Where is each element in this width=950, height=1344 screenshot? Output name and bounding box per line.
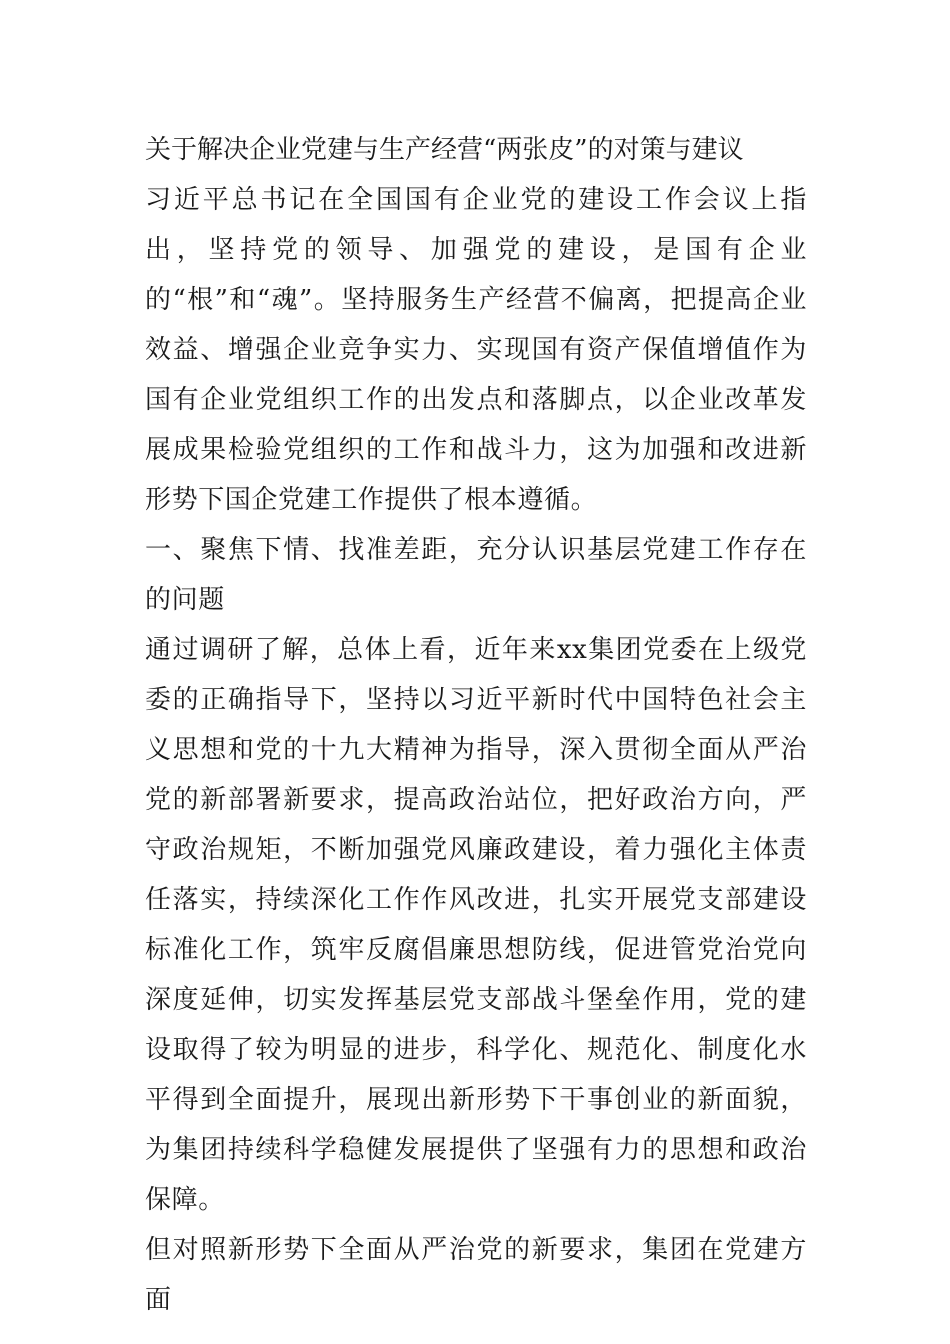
document-body	[145, 125, 807, 1325]
paragraph-contrast: 但对照新形势下全面从严治党的新要求，集团在党建方面	[145, 1235, 807, 1315]
section-heading-1: 一、聚焦下情、找准差距，充分认识基层党建工作存在的问题	[145, 535, 807, 615]
document-title: 关于解决企业党建与生产经营“两张皮”的对策与建议	[145, 135, 744, 165]
paragraph-intro: 习近平总书记在全国国有企业党的建设工作会议上指出，坚持党的领导、加强党的建设，是国有企业的“根”和“魂”。坚持服务生产经营不偏离，把提高企业效益、增强企业竞争实力、实现国有资产保值增值作为国有企业党组织工作的出发点和落脚点，以企业改革发展成果检验党组织的工作和战斗力，这为加强和改进新形势下国企党建工作提供了根本遵循。	[145, 185, 807, 515]
paragraph-survey: 通过调研了解，总体上看，近年来xx集团党委在上级党委的正确指导下，坚持以习近平新时代中国特色社会主义思想和党的十九大精神为指导，深入贯彻全面从严治党的新部署新要求，提高政治站位，把好政治方向，严守政治规矩，不断加强党风廉政建设，着力强化主体责任落实，持续深化工作作风改进，扎实开展党支部建设标准化工作，筑牢反腐倡廉思想防线，促进管党治党向深度延伸，切实发挥基层党支部战斗堡垒作用，党的建设取得了较为明显的进步，科学化、规范化、制度化水平得到全面提升，展现出新形势下干事创业的新面貌，为集团持续科学稳健发展提供了坚强有力的思想和政治保障。	[145, 635, 807, 1215]
